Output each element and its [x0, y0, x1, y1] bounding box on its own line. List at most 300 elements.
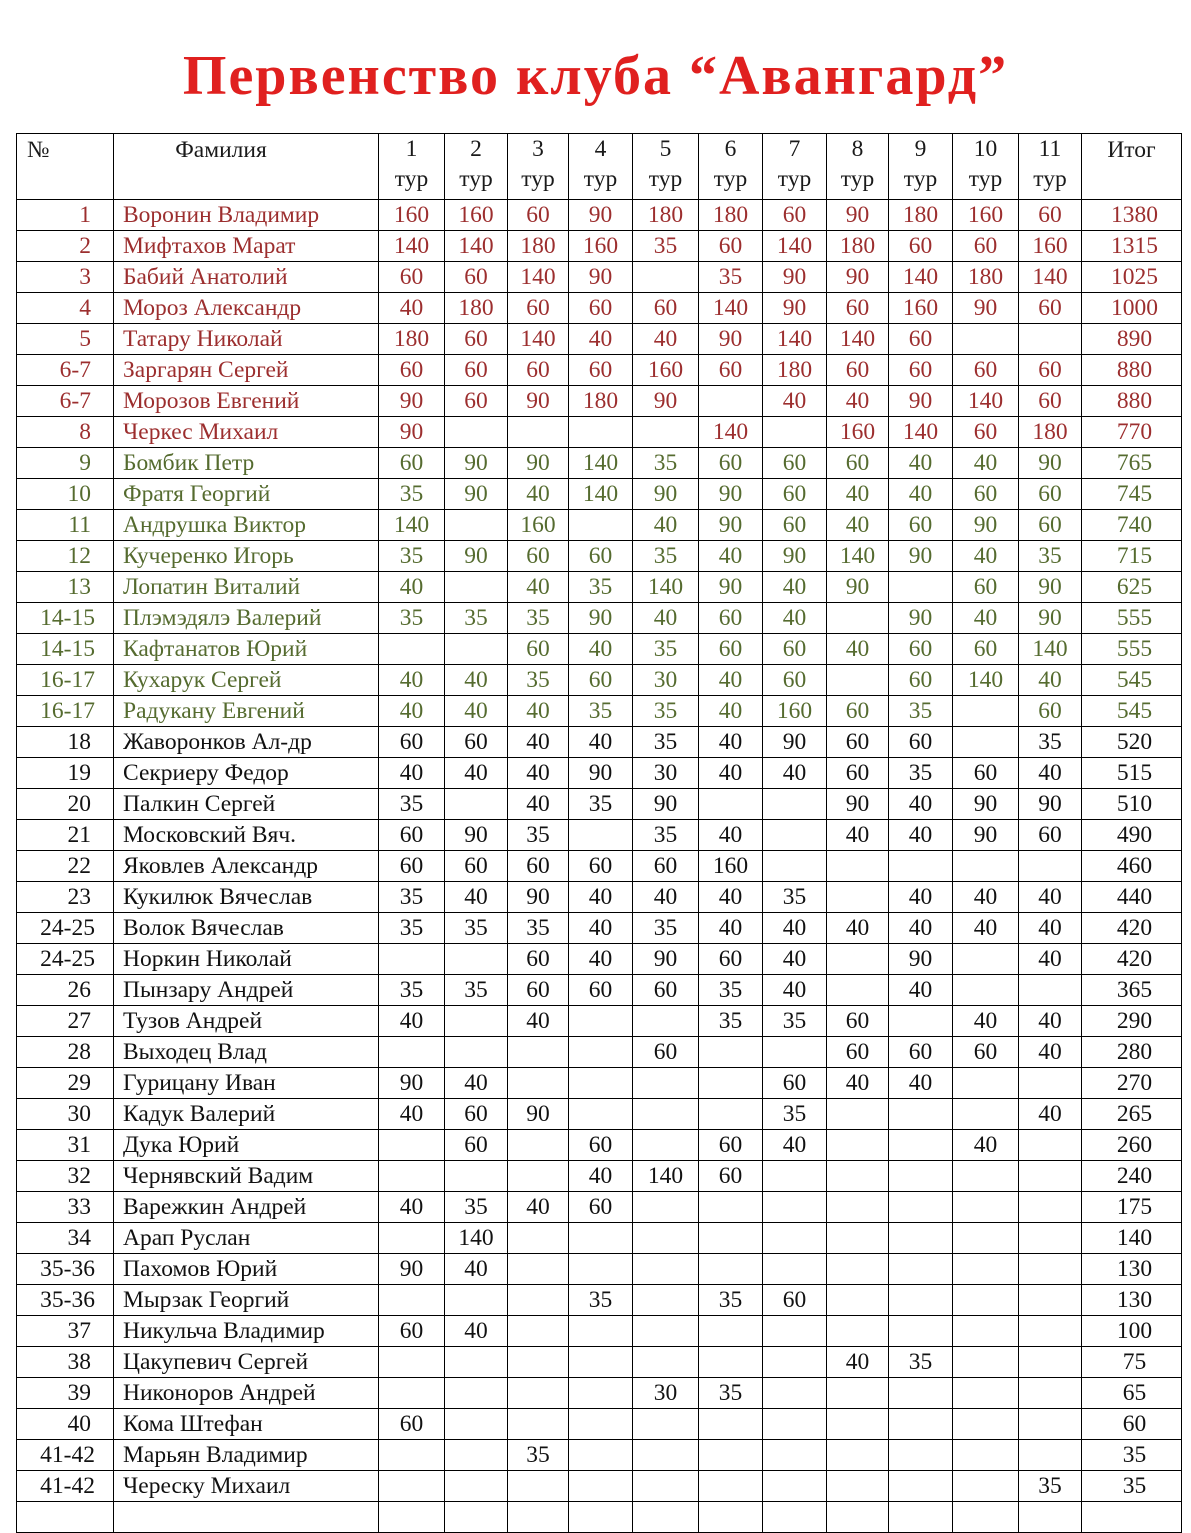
table-row: [17, 789, 1182, 820]
total-score: 765: [1082, 448, 1182, 479]
round-score: 140: [633, 572, 699, 603]
place-cell: 30: [17, 1099, 114, 1130]
player-name: Пынзару Андрей: [114, 975, 379, 1006]
round-score: [953, 1099, 1019, 1130]
round-score: 60: [569, 851, 633, 882]
header-round-label: тур: [713, 166, 748, 192]
round-score: [889, 851, 953, 882]
round-score: 60: [633, 975, 699, 1006]
round-score: [699, 1254, 763, 1285]
player-name: Кома Штефан: [114, 1409, 379, 1440]
round-score: [827, 1223, 889, 1254]
table-row: [17, 851, 1182, 882]
round-score: 35: [699, 975, 763, 1006]
round-score: [889, 1316, 953, 1347]
header-round: [569, 134, 633, 200]
round-score: 90: [889, 944, 953, 975]
round-score: [445, 944, 508, 975]
place-cell: 31: [17, 1130, 114, 1161]
round-score: 140: [508, 324, 569, 355]
place-cell: 3: [17, 262, 114, 293]
round-score: 60: [763, 200, 827, 231]
round-score: [508, 1471, 569, 1502]
total-score: 515: [1082, 758, 1182, 789]
round-score: 35: [1019, 541, 1082, 572]
round-score: [1019, 1285, 1082, 1316]
round-score: 40: [889, 975, 953, 1006]
total-score: 35: [1082, 1471, 1182, 1502]
total-score: 440: [1082, 882, 1182, 913]
round-score: 160: [889, 293, 953, 324]
total-score: 890: [1082, 324, 1182, 355]
round-score: [379, 1440, 445, 1471]
round-score: 60: [569, 355, 633, 386]
table-row: [17, 1006, 1182, 1037]
table-row: [17, 882, 1182, 913]
round-score: [827, 1440, 889, 1471]
player-name: Андрушка Виктор: [114, 510, 379, 541]
place-cell: 10: [17, 479, 114, 510]
header-number: №: [17, 134, 114, 200]
round-score: 90: [445, 479, 508, 510]
round-score: 40: [379, 696, 445, 727]
table-row-cutoff: [17, 1502, 1182, 1533]
player-name: Дука Юрий: [114, 1130, 379, 1161]
round-score: 35: [379, 975, 445, 1006]
round-score: 60: [827, 696, 889, 727]
round-score: [827, 1192, 889, 1223]
round-score: 40: [508, 479, 569, 510]
round-score: [699, 1223, 763, 1254]
table-row: [17, 417, 1182, 448]
round-score: [827, 665, 889, 696]
header-round-number: 4: [594, 136, 607, 162]
round-score: 140: [569, 448, 633, 479]
round-score: 180: [1019, 417, 1082, 448]
round-score: 60: [889, 231, 953, 262]
round-score: 35: [569, 789, 633, 820]
round-score: 90: [508, 882, 569, 913]
header-total: Итог: [1082, 134, 1182, 200]
round-score: 90: [699, 479, 763, 510]
round-score: [827, 1378, 889, 1409]
place-cell: 16-17: [17, 696, 114, 727]
round-score: 40: [699, 913, 763, 944]
place-cell: 38: [17, 1347, 114, 1378]
round-score: 35: [445, 913, 508, 944]
round-score: 60: [569, 665, 633, 696]
round-score: 140: [827, 541, 889, 572]
round-score: [633, 417, 699, 448]
table-row: [17, 1192, 1182, 1223]
round-score: [699, 1192, 763, 1223]
round-score: 35: [508, 665, 569, 696]
round-score: 60: [763, 1285, 827, 1316]
round-score: [827, 882, 889, 913]
table-row: [17, 820, 1182, 851]
round-score: 35: [508, 820, 569, 851]
header-round-number: 3: [532, 136, 544, 162]
round-score: 60: [953, 1037, 1019, 1068]
round-score: 140: [379, 231, 445, 262]
round-score: 60: [827, 1006, 889, 1037]
round-score: 140: [889, 262, 953, 293]
round-score: 40: [379, 1099, 445, 1130]
round-score: [379, 1037, 445, 1068]
round-score: [633, 1130, 699, 1161]
round-score: 35: [445, 975, 508, 1006]
round-score: 35: [1019, 727, 1082, 758]
round-score: 40: [445, 758, 508, 789]
round-score: 40: [445, 696, 508, 727]
round-score: 35: [889, 1347, 953, 1378]
round-score: [1019, 1161, 1082, 1192]
round-score: 60: [953, 758, 1019, 789]
round-score: 140: [763, 324, 827, 355]
round-score: 40: [569, 634, 633, 665]
round-score: 40: [699, 882, 763, 913]
round-score: 60: [379, 262, 445, 293]
round-score: [827, 1130, 889, 1161]
round-score: 35: [379, 882, 445, 913]
total-score: 1000: [1082, 293, 1182, 324]
total-score: 555: [1082, 634, 1182, 665]
round-score: [889, 1409, 953, 1440]
round-score: 60: [763, 448, 827, 479]
round-score: 60: [633, 851, 699, 882]
header-round-label: тур: [648, 166, 683, 192]
round-score: 40: [1019, 1006, 1082, 1037]
round-score: [569, 1316, 633, 1347]
round-score: [699, 1347, 763, 1378]
place-cell: 27: [17, 1006, 114, 1037]
round-score: [445, 1285, 508, 1316]
round-score: [953, 1378, 1019, 1409]
round-score: 60: [763, 634, 827, 665]
empty-cell: [114, 1502, 379, 1533]
round-score: [508, 1068, 569, 1099]
round-score: [889, 1192, 953, 1223]
round-score: 40: [699, 541, 763, 572]
table-row: [17, 1316, 1182, 1347]
round-score: [953, 1316, 1019, 1347]
round-score: [445, 1471, 508, 1502]
round-score: 140: [699, 293, 763, 324]
place-cell: 20: [17, 789, 114, 820]
round-score: [569, 1006, 633, 1037]
header-round-number: 7: [788, 136, 801, 162]
round-score: 60: [633, 1037, 699, 1068]
empty-cell: [699, 1502, 763, 1533]
header-round: [1019, 134, 1082, 200]
header-round-label: тур: [394, 166, 429, 192]
player-name: Никоноров Андрей: [114, 1378, 379, 1409]
table-row: [17, 324, 1182, 355]
round-score: [953, 975, 1019, 1006]
header-round-label: тур: [459, 166, 493, 192]
round-score: 40: [763, 758, 827, 789]
round-score: 140: [569, 479, 633, 510]
round-score: [379, 1378, 445, 1409]
round-score: 60: [889, 727, 953, 758]
round-score: 90: [953, 820, 1019, 851]
round-score: [763, 1192, 827, 1223]
round-score: 60: [1019, 479, 1082, 510]
header-round-label: тур: [968, 166, 1003, 192]
round-score: [827, 975, 889, 1006]
player-name: Мифтахов Марат: [114, 231, 379, 262]
round-score: [953, 1254, 1019, 1285]
round-score: [569, 820, 633, 851]
round-score: 35: [763, 1006, 827, 1037]
round-score: 90: [827, 200, 889, 231]
round-score: 140: [953, 665, 1019, 696]
round-score: 40: [445, 1068, 508, 1099]
header-round-number: 1: [405, 136, 418, 162]
player-name: Кафтанатов Юрий: [114, 634, 379, 665]
player-name: Мороз Александр: [114, 293, 379, 324]
place-cell: 28: [17, 1037, 114, 1068]
place-cell: 12: [17, 541, 114, 572]
round-score: 35: [1019, 1471, 1082, 1502]
place-cell: 34: [17, 1223, 114, 1254]
player-name: Татару Николай: [114, 324, 379, 355]
round-score: 40: [508, 1006, 569, 1037]
total-score: 140: [1082, 1223, 1182, 1254]
table-row: [17, 200, 1182, 231]
round-score: 35: [379, 479, 445, 510]
header-round-number: 11: [1038, 136, 1062, 162]
round-score: 60: [508, 944, 569, 975]
round-score: 40: [953, 882, 1019, 913]
header-round-label: тур: [583, 166, 618, 192]
round-score: [569, 1254, 633, 1285]
round-score: [953, 1223, 1019, 1254]
round-score: 40: [569, 324, 633, 355]
round-score: [1019, 1409, 1082, 1440]
table-row: [17, 386, 1182, 417]
round-score: 60: [699, 634, 763, 665]
round-score: [569, 1440, 633, 1471]
round-score: 90: [569, 758, 633, 789]
total-score: 545: [1082, 696, 1182, 727]
round-score: [569, 1068, 633, 1099]
player-name: Гурицану Иван: [114, 1068, 379, 1099]
header-row: [17, 134, 1182, 200]
total-score: 265: [1082, 1099, 1182, 1130]
round-score: [699, 789, 763, 820]
round-score: 40: [763, 944, 827, 975]
table-row: [17, 1254, 1182, 1285]
round-score: 35: [763, 882, 827, 913]
round-score: [1019, 1378, 1082, 1409]
round-score: 60: [763, 510, 827, 541]
round-score: 140: [633, 1161, 699, 1192]
round-score: 40: [379, 665, 445, 696]
round-score: [953, 727, 1019, 758]
place-cell: 29: [17, 1068, 114, 1099]
round-score: 90: [1019, 603, 1082, 634]
round-score: 160: [827, 417, 889, 448]
total-score: 260: [1082, 1130, 1182, 1161]
round-score: 60: [827, 355, 889, 386]
round-score: [827, 851, 889, 882]
total-score: 75: [1082, 1347, 1182, 1378]
round-score: 90: [827, 572, 889, 603]
round-score: 40: [379, 293, 445, 324]
round-score: 90: [763, 541, 827, 572]
table-row: [17, 1223, 1182, 1254]
round-score: [379, 1471, 445, 1502]
round-score: 60: [569, 541, 633, 572]
total-score: 460: [1082, 851, 1182, 882]
round-score: [633, 262, 699, 293]
round-score: 35: [633, 696, 699, 727]
header-round-number: 6: [724, 136, 737, 162]
round-score: 140: [1019, 262, 1082, 293]
table-row: [17, 975, 1182, 1006]
round-score: 60: [569, 1192, 633, 1223]
place-cell: 6-7: [17, 355, 114, 386]
round-score: 35: [763, 1099, 827, 1130]
header-round-number: 10: [973, 136, 998, 162]
round-score: 180: [508, 231, 569, 262]
round-score: 60: [827, 727, 889, 758]
round-score: 40: [827, 1068, 889, 1099]
round-score: 30: [633, 665, 699, 696]
round-score: [1019, 1316, 1082, 1347]
round-score: 40: [379, 572, 445, 603]
round-score: [379, 1223, 445, 1254]
round-score: [1019, 975, 1082, 1006]
player-name: Жаворонков Ал-др: [114, 727, 379, 758]
round-score: 60: [1019, 696, 1082, 727]
total-score: 555: [1082, 603, 1182, 634]
round-score: [763, 1378, 827, 1409]
round-score: [827, 1316, 889, 1347]
round-score: [763, 1471, 827, 1502]
round-score: 60: [445, 355, 508, 386]
round-score: 35: [379, 913, 445, 944]
total-score: 65: [1082, 1378, 1182, 1409]
header-round: [633, 134, 699, 200]
round-score: 40: [763, 572, 827, 603]
round-score: 60: [1019, 510, 1082, 541]
total-score: 420: [1082, 944, 1182, 975]
round-score: 90: [445, 541, 508, 572]
round-score: [445, 1409, 508, 1440]
player-name: Бомбик Петр: [114, 448, 379, 479]
round-score: 35: [569, 572, 633, 603]
total-score: 545: [1082, 665, 1182, 696]
round-score: 180: [699, 200, 763, 231]
round-score: 40: [763, 913, 827, 944]
player-name: Черкес Михаил: [114, 417, 379, 448]
round-score: 40: [827, 510, 889, 541]
player-name: Чернявский Вадим: [114, 1161, 379, 1192]
player-name: Бабий Анатолий: [114, 262, 379, 293]
round-score: [953, 1347, 1019, 1378]
table-row: [17, 262, 1182, 293]
round-score: 60: [699, 355, 763, 386]
total-score: 745: [1082, 479, 1182, 510]
round-score: [445, 1006, 508, 1037]
player-name: Выходец Влад: [114, 1037, 379, 1068]
player-name: Тузов Андрей: [114, 1006, 379, 1037]
round-score: 60: [763, 665, 827, 696]
round-score: 40: [763, 975, 827, 1006]
player-name: Московский Вяч.: [114, 820, 379, 851]
header-round: [827, 134, 889, 200]
round-score: 40: [633, 882, 699, 913]
player-name: Арап Руслан: [114, 1223, 379, 1254]
header-round: [445, 134, 508, 200]
round-score: 160: [445, 200, 508, 231]
round-score: 60: [699, 603, 763, 634]
table-row: [17, 1347, 1182, 1378]
round-score: 60: [889, 355, 953, 386]
player-name: Череску Михаил: [114, 1471, 379, 1502]
total-score: 130: [1082, 1285, 1182, 1316]
round-score: 60: [1019, 200, 1082, 231]
round-score: [508, 417, 569, 448]
round-score: 60: [379, 727, 445, 758]
round-score: [633, 1192, 699, 1223]
table-row: [17, 1037, 1182, 1068]
round-score: 60: [889, 324, 953, 355]
round-score: [445, 572, 508, 603]
round-score: 90: [889, 541, 953, 572]
round-score: [953, 1161, 1019, 1192]
table-row: [17, 758, 1182, 789]
round-score: 40: [1019, 758, 1082, 789]
round-score: 90: [953, 789, 1019, 820]
place-cell: 4: [17, 293, 114, 324]
round-score: [1019, 1254, 1082, 1285]
round-score: 60: [827, 448, 889, 479]
round-score: 60: [633, 293, 699, 324]
round-score: [569, 417, 633, 448]
round-score: 160: [953, 200, 1019, 231]
round-score: [633, 1254, 699, 1285]
header-round-label: тур: [521, 166, 555, 192]
round-score: 35: [508, 913, 569, 944]
round-score: 40: [827, 479, 889, 510]
round-score: [699, 1440, 763, 1471]
round-score: [953, 1440, 1019, 1471]
round-score: 30: [633, 758, 699, 789]
round-score: 35: [445, 1192, 508, 1223]
round-score: [508, 1347, 569, 1378]
round-score: 60: [763, 479, 827, 510]
round-score: 90: [633, 386, 699, 417]
round-score: 35: [379, 603, 445, 634]
round-score: [953, 851, 1019, 882]
round-score: 40: [827, 820, 889, 851]
round-score: [379, 1130, 445, 1161]
round-score: 40: [508, 1192, 569, 1223]
round-score: 60: [953, 634, 1019, 665]
round-score: 40: [379, 1192, 445, 1223]
round-score: 140: [508, 262, 569, 293]
round-score: 60: [1019, 820, 1082, 851]
round-score: 180: [827, 231, 889, 262]
round-score: 35: [633, 231, 699, 262]
player-name: Никульча Владимир: [114, 1316, 379, 1347]
round-score: [953, 1409, 1019, 1440]
round-score: 60: [827, 293, 889, 324]
round-score: [889, 1099, 953, 1130]
